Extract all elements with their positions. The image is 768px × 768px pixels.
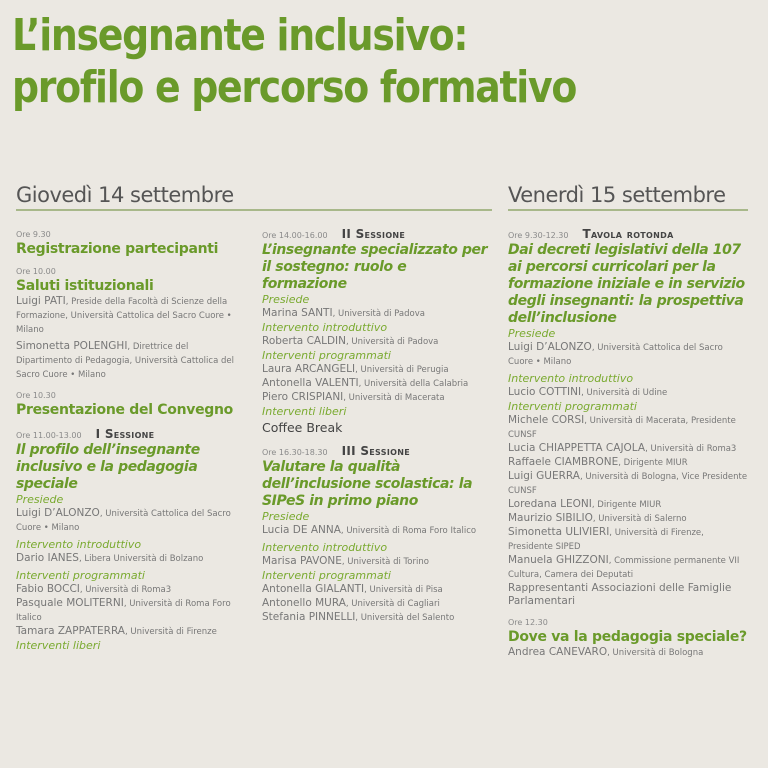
day1-column-2 (262, 227, 492, 625)
speaker: Roberta CALDIN, Università di Padova (262, 335, 439, 347)
speaker: Marisa PAVONE, Università di Torino (262, 555, 429, 567)
role-label: Intervento introduttivo (16, 538, 142, 551)
speaker: Luigi GUERRA, Università di Bologna, Vice Presidente CUNSF (508, 470, 748, 496)
speaker: Michele CORSI, Università di Macerata, Presidente CUNSF (508, 414, 736, 440)
speaker: Luigi D’ALONZO, Università Cattolica del Sacro Cuore • Milano (508, 341, 723, 367)
speaker: Fabio BOCCI, Università di Roma3 (16, 583, 172, 595)
role-label: Presiede (16, 493, 64, 506)
session-title: L’insegnante specializzato per il sostegno: ruolo e formazione (262, 242, 488, 292)
session-title: Dai decreti legislativi della 107 ai percorsi curricolari per la formazione iniziale e in servizio degli insegnanti: la prospettiva dell’inclusione (508, 242, 745, 326)
role-label: Interventi liberi (262, 405, 347, 418)
session-header: Ore 9.30-12.30 Tavola rotonda (508, 227, 674, 241)
time-label: Ore 10.00 (16, 267, 56, 276)
role-label: Presiede (508, 327, 556, 340)
speaker: Antonello MURA, Università di Cagliari (262, 597, 440, 609)
event-title: Dove va la pedagogia speciale? (508, 629, 747, 645)
speaker: Luigi PATI, Preside della Facoltà di Scienze della Formazione, Università Cattolica del Sacro Cuore • Milano (16, 295, 232, 335)
session-label: III Sessione (341, 444, 410, 458)
speaker: Luigi D’ALONZO, Università Cattolica del Sacro Cuore • Milano (16, 507, 231, 533)
session-header: Ore 16.30-18.30 III Sessione (262, 444, 410, 458)
role-label: Interventi programmati (508, 400, 637, 413)
speaker: Maurizio SIBILIO, Università di Salerno (508, 512, 687, 524)
event-title: Presentazione del Convegno (16, 402, 233, 418)
session-header: Ore 11.00-13.00 I Sessione (16, 427, 155, 441)
session-header: Ore 14.00-16.00 II Sessione (262, 227, 406, 241)
role-label: Interventi programmati (262, 349, 391, 362)
role-label: Interventi programmati (16, 569, 145, 582)
speaker: Dario IANES, Libera Università di Bolzano (16, 552, 204, 564)
speaker: Marina SANTI, Università di Padova (262, 307, 425, 319)
day1-column-1 (16, 229, 246, 653)
role-label: Presiede (262, 510, 310, 523)
role-label: Intervento introduttivo (262, 541, 388, 554)
speaker: Loredana LEONI, Dirigente MIUR (508, 498, 662, 510)
coffee-break: Coffee Break (262, 420, 343, 435)
time-label: Ore 12.30 (508, 618, 548, 627)
title-line-1: L’insegnante inclusivo: (12, 10, 468, 61)
role-label: Presiede (262, 293, 310, 306)
day2-column (508, 227, 748, 660)
session-title: Valutare la qualità dell’inclusione scolastica: la SIPeS in primo piano (262, 459, 473, 509)
speaker: Lucia CHIAPPETTA CAJOLA, Università di Roma3 (508, 442, 737, 454)
title-line-2: profilo e percorso formativo (12, 62, 577, 113)
speaker: Raffaele CIAMBRONE, Dirigente MIUR (508, 456, 688, 468)
day1-header: Giovedì 14 settembre (16, 183, 492, 211)
speaker: Rappresentanti Associazioni delle Famiglie Parlamentari (508, 582, 732, 607)
speaker: Manuela GHIZZONI, Commissione permanente VII Cultura, Camera dei Deputati (508, 554, 740, 580)
speaker: Antonella VALENTI, Università della Calabria (262, 377, 469, 389)
time-label: Ore 9.30 (16, 230, 51, 239)
speaker: Andrea CANEVARO, Università di Bologna (508, 646, 704, 658)
session-title: Il profilo dell’insegnante inclusivo e la pedagogia speciale (16, 442, 200, 492)
speaker: Lucio COTTINI, Università di Udine (508, 386, 668, 398)
day2-header: Venerdì 15 settembre (508, 183, 748, 211)
role-label: Intervento introduttivo (508, 372, 634, 385)
session-label: II Sessione (341, 227, 406, 241)
speaker: Simonetta ULIVIERI, Università di Firenze, Presidente SIPED (508, 526, 704, 552)
event-title: Saluti istituzionali (16, 278, 154, 294)
session-label: I Sessione (95, 427, 155, 441)
speaker: Pasquale MOLITERNI, Università di Roma Foro Italico (16, 597, 231, 623)
role-label: Interventi liberi (16, 639, 101, 652)
poster-title (12, 10, 576, 114)
speaker: Antonella GIALANTI, Università di Pisa (262, 583, 443, 595)
speaker: Laura ARCANGELI, Università di Perugia (262, 363, 449, 375)
speaker: Simonetta POLENGHI, Direttrice del Dipartimento di Pedagogia, Università Cattolica del Sacro Cuore • Milano (16, 340, 234, 380)
role-label: Intervento introduttivo (262, 321, 388, 334)
time-label: Ore 10.30 (16, 391, 56, 400)
speaker: Stefania PINNELLI, Università del Salento (262, 611, 455, 623)
event-title: Registrazione partecipanti (16, 241, 219, 257)
session-label: Tavola rotonda (582, 227, 674, 241)
role-label: Interventi programmati (262, 569, 391, 582)
speaker: Lucia DE ANNA, Università di Roma Foro Italico (262, 524, 477, 536)
speaker: Tamara ZAPPATERRA, Università di Firenze (16, 625, 217, 637)
speaker: Piero CRISPIANI, Università di Macerata (262, 391, 445, 403)
